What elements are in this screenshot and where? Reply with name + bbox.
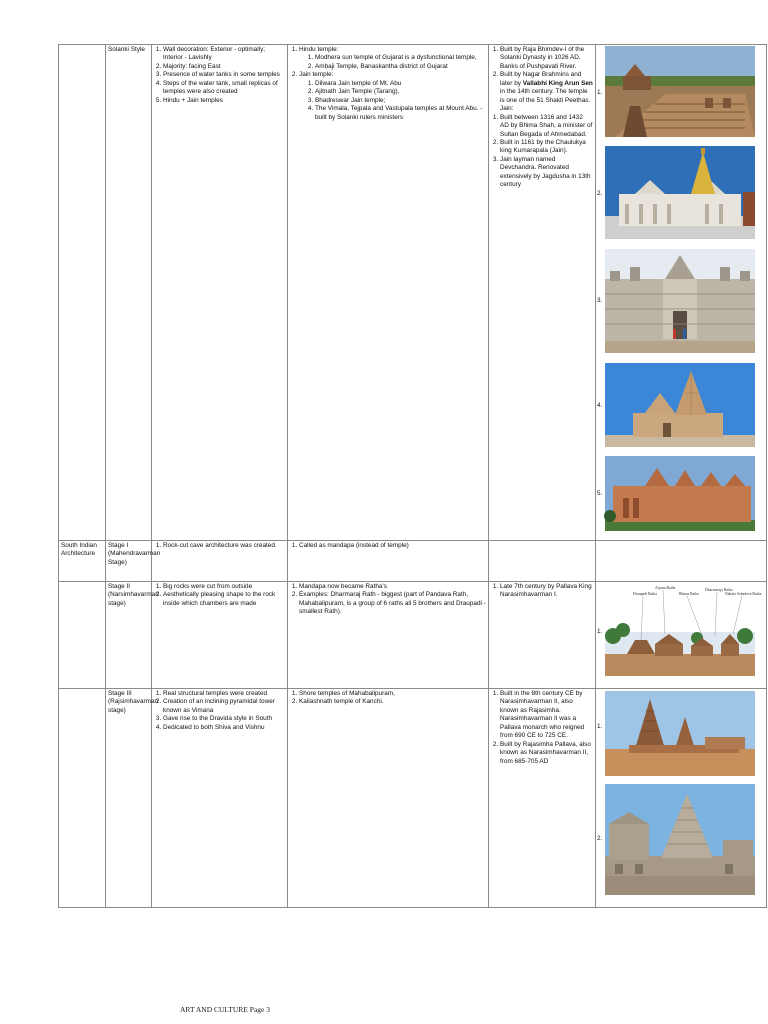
list-item: 1. Wall decoration: Exterior - optimally; Interior - Lavishly xyxy=(163,46,285,63)
list-item xyxy=(299,46,486,71)
ratha-caption: Arjuna Ratha xyxy=(655,586,676,590)
table-row-stage-3 xyxy=(59,689,767,908)
stage-name: Stage II (Narsimhavarman stage) xyxy=(108,583,159,607)
list-item: 1. Big rocks were cut from outside xyxy=(163,583,285,591)
cell-examples-solanki xyxy=(288,45,489,541)
list-item: 3. Bhadreswar Jain temple; xyxy=(315,97,486,105)
cell-stage-2 xyxy=(106,582,159,689)
list-item: 2. Majority: facing East xyxy=(163,63,285,71)
ratha-caption: Bhima Ratha xyxy=(679,592,699,596)
cell-features-solanki xyxy=(152,45,288,541)
cell-images-stage-2 xyxy=(596,582,767,689)
list-item: 2. Kailashnath temple of Kanchi. xyxy=(299,698,486,706)
list-item: 2. Built by Rajasimha Pallava, also known as Narasimhavarman II, from 685-705 AD xyxy=(500,741,593,766)
image-number: 2. xyxy=(597,190,603,197)
list-item: 1. Modhera sun temple of Gujarat is a dysfunctional temple, xyxy=(315,54,486,62)
cell-region-empty xyxy=(59,45,106,541)
cell-features-stage-1 xyxy=(152,541,288,582)
cell-stage-1 xyxy=(106,541,161,582)
style-name: Solanki Style xyxy=(108,46,145,53)
cell-notes-stage-1 xyxy=(489,541,596,582)
ratha-caption: Dharmaraja Ratha xyxy=(705,588,733,592)
kailashnath-temple-image xyxy=(605,784,755,895)
list-item: 1. Built between 1316 and 1432 AD by Bhima Shah, a minister of Sultan Begada of Ahmedabad. xyxy=(500,114,593,139)
list-item: 1. Built by Raja Bhimdev-I of the Solanki Dynasty in 1026 AD. Banks of Pushpavati River. xyxy=(500,46,593,71)
list-item: 1. Called as mandapa (instead of temple) xyxy=(299,542,486,550)
cell-notes-solanki xyxy=(489,45,596,541)
list-item: 1. Real structural temples were created xyxy=(163,690,285,698)
image-number: 3. xyxy=(597,297,603,304)
list-item xyxy=(299,71,486,122)
image-number: 1. xyxy=(597,89,603,96)
stage-name: Stage I (Mahendravarman Stage) xyxy=(108,542,161,566)
ratha-caption: Nakula Sahadeva Ratha xyxy=(725,592,762,596)
list-item: 3. Presence of water tanks in some temples xyxy=(163,71,285,79)
list-item: 3. Jain layman named Devchandra. Renovated extensively by Jagdusha in 13th century xyxy=(500,156,593,190)
page-footer: ART AND CULTURE Page 3 xyxy=(180,1005,270,1014)
region-name: South Indian Architecture xyxy=(61,542,97,558)
ratha-caption: Draupadi Ratha xyxy=(633,592,657,596)
note-text: Built by Nagar Brahmins and later by xyxy=(500,71,582,87)
list-item: 5. Hindu + Jain temples xyxy=(163,97,285,105)
list-item: 2. Ajitnath Jain Temple (Tarang), xyxy=(315,88,486,96)
note-label: Jain: xyxy=(500,105,514,113)
list-label: Jain temple: xyxy=(299,71,334,79)
cell-examples-stage-3 xyxy=(288,689,489,908)
stage-name: Stage III (Rajsimhavarman stage) xyxy=(108,690,159,714)
list-item: 3. Gave rise to the Dravida style in South xyxy=(163,715,285,723)
list-item: 1. Mandapa now became Ratha's xyxy=(299,583,486,591)
image-number: 4. xyxy=(597,402,603,409)
cell-features-stage-2 xyxy=(152,582,288,689)
cell-notes-stage-3 xyxy=(489,689,596,908)
list-item: 1. Late 7th century by Pallava King Narasimhavarman I. xyxy=(500,583,593,600)
architecture-table xyxy=(58,44,767,908)
image-number: 5. xyxy=(597,490,603,497)
table-row-solanki xyxy=(59,45,767,541)
ambaji-temple-image xyxy=(605,146,755,239)
cell-style-solanki xyxy=(106,45,152,541)
cell-region-empty xyxy=(59,689,106,908)
table-row-stage-1 xyxy=(59,541,767,582)
image-number: 2. xyxy=(597,835,603,842)
shore-temple-image xyxy=(605,691,755,776)
table-row-stage-2 xyxy=(59,582,767,689)
cell-images-stage-3 xyxy=(596,689,767,908)
note-bold-text: Vallabhi King Arun Sen xyxy=(522,79,593,87)
modhera-sun-temple-image xyxy=(605,46,755,137)
list-item: 2. Ambaji Temple, Banaskantha district of Gujarat xyxy=(315,63,486,71)
list-item: 2. Built in 1161 by the Chaulukya king Kumarapala (Jain). xyxy=(500,139,593,156)
cell-stage-3 xyxy=(106,689,159,908)
image-number: 1. xyxy=(597,628,603,635)
list-item: 2. Examples: Dharmaraj Rath - biggest (part of Pandava Rath, Mahabalipuram, is a group of 6 raths all 5 brothers and Draupadi - smallest Rath). xyxy=(299,591,486,616)
list-item: 1. Dilwara Jain temple of Mt. Abu xyxy=(315,80,486,88)
cell-region-empty xyxy=(59,582,106,689)
dilwara-temple-image xyxy=(605,249,755,353)
list-item: 4. Steps of the water tank, small replicas of temples were also created xyxy=(163,80,285,97)
cell-images-solanki xyxy=(596,45,767,541)
list-item: 2. Creation of an inclining pyramidal tower known as Vimana xyxy=(163,698,285,715)
list-item xyxy=(500,71,593,113)
list-item: 4. Dedicated to both Shiva and Vishnu xyxy=(163,724,285,732)
cell-features-stage-3 xyxy=(152,689,288,908)
cell-examples-stage-2 xyxy=(288,582,489,689)
cell-examples-stage-1 xyxy=(288,541,489,582)
list-item: 2. Aesthetically pleasing shape to the rock inside which chambers are made xyxy=(163,591,285,608)
note-text: in the 14th century. The temple is one of the 51 Shakti Peethas. xyxy=(500,88,591,104)
list-item: 1. Shore temples of Mahabalipuram, xyxy=(299,690,486,698)
list-label: Hindu temple: xyxy=(299,46,339,53)
cell-images-stage-1 xyxy=(596,541,767,582)
bhadreswar-temple-image xyxy=(605,456,755,531)
image-number: 1. xyxy=(597,723,603,730)
pancha-rathas-image xyxy=(605,584,762,676)
list-item: 1. Built in the 8th century CE by Narasimhavarman II, also known as Rajasimha. Narasimhavarman II was a Pallava monarch who reigned from 690 CE to 725 CE. xyxy=(500,690,593,741)
list-item: 1. Rock-cut cave architecture was created. xyxy=(163,542,285,550)
ajitnath-temple-image xyxy=(605,363,755,447)
list-item: 4. The Vimala, Tejpala and Vastupala temples at Mount Abu. - built by Solanki rulers ministers xyxy=(315,105,486,122)
cell-notes-stage-2 xyxy=(489,582,596,689)
cell-region-south xyxy=(59,541,106,582)
